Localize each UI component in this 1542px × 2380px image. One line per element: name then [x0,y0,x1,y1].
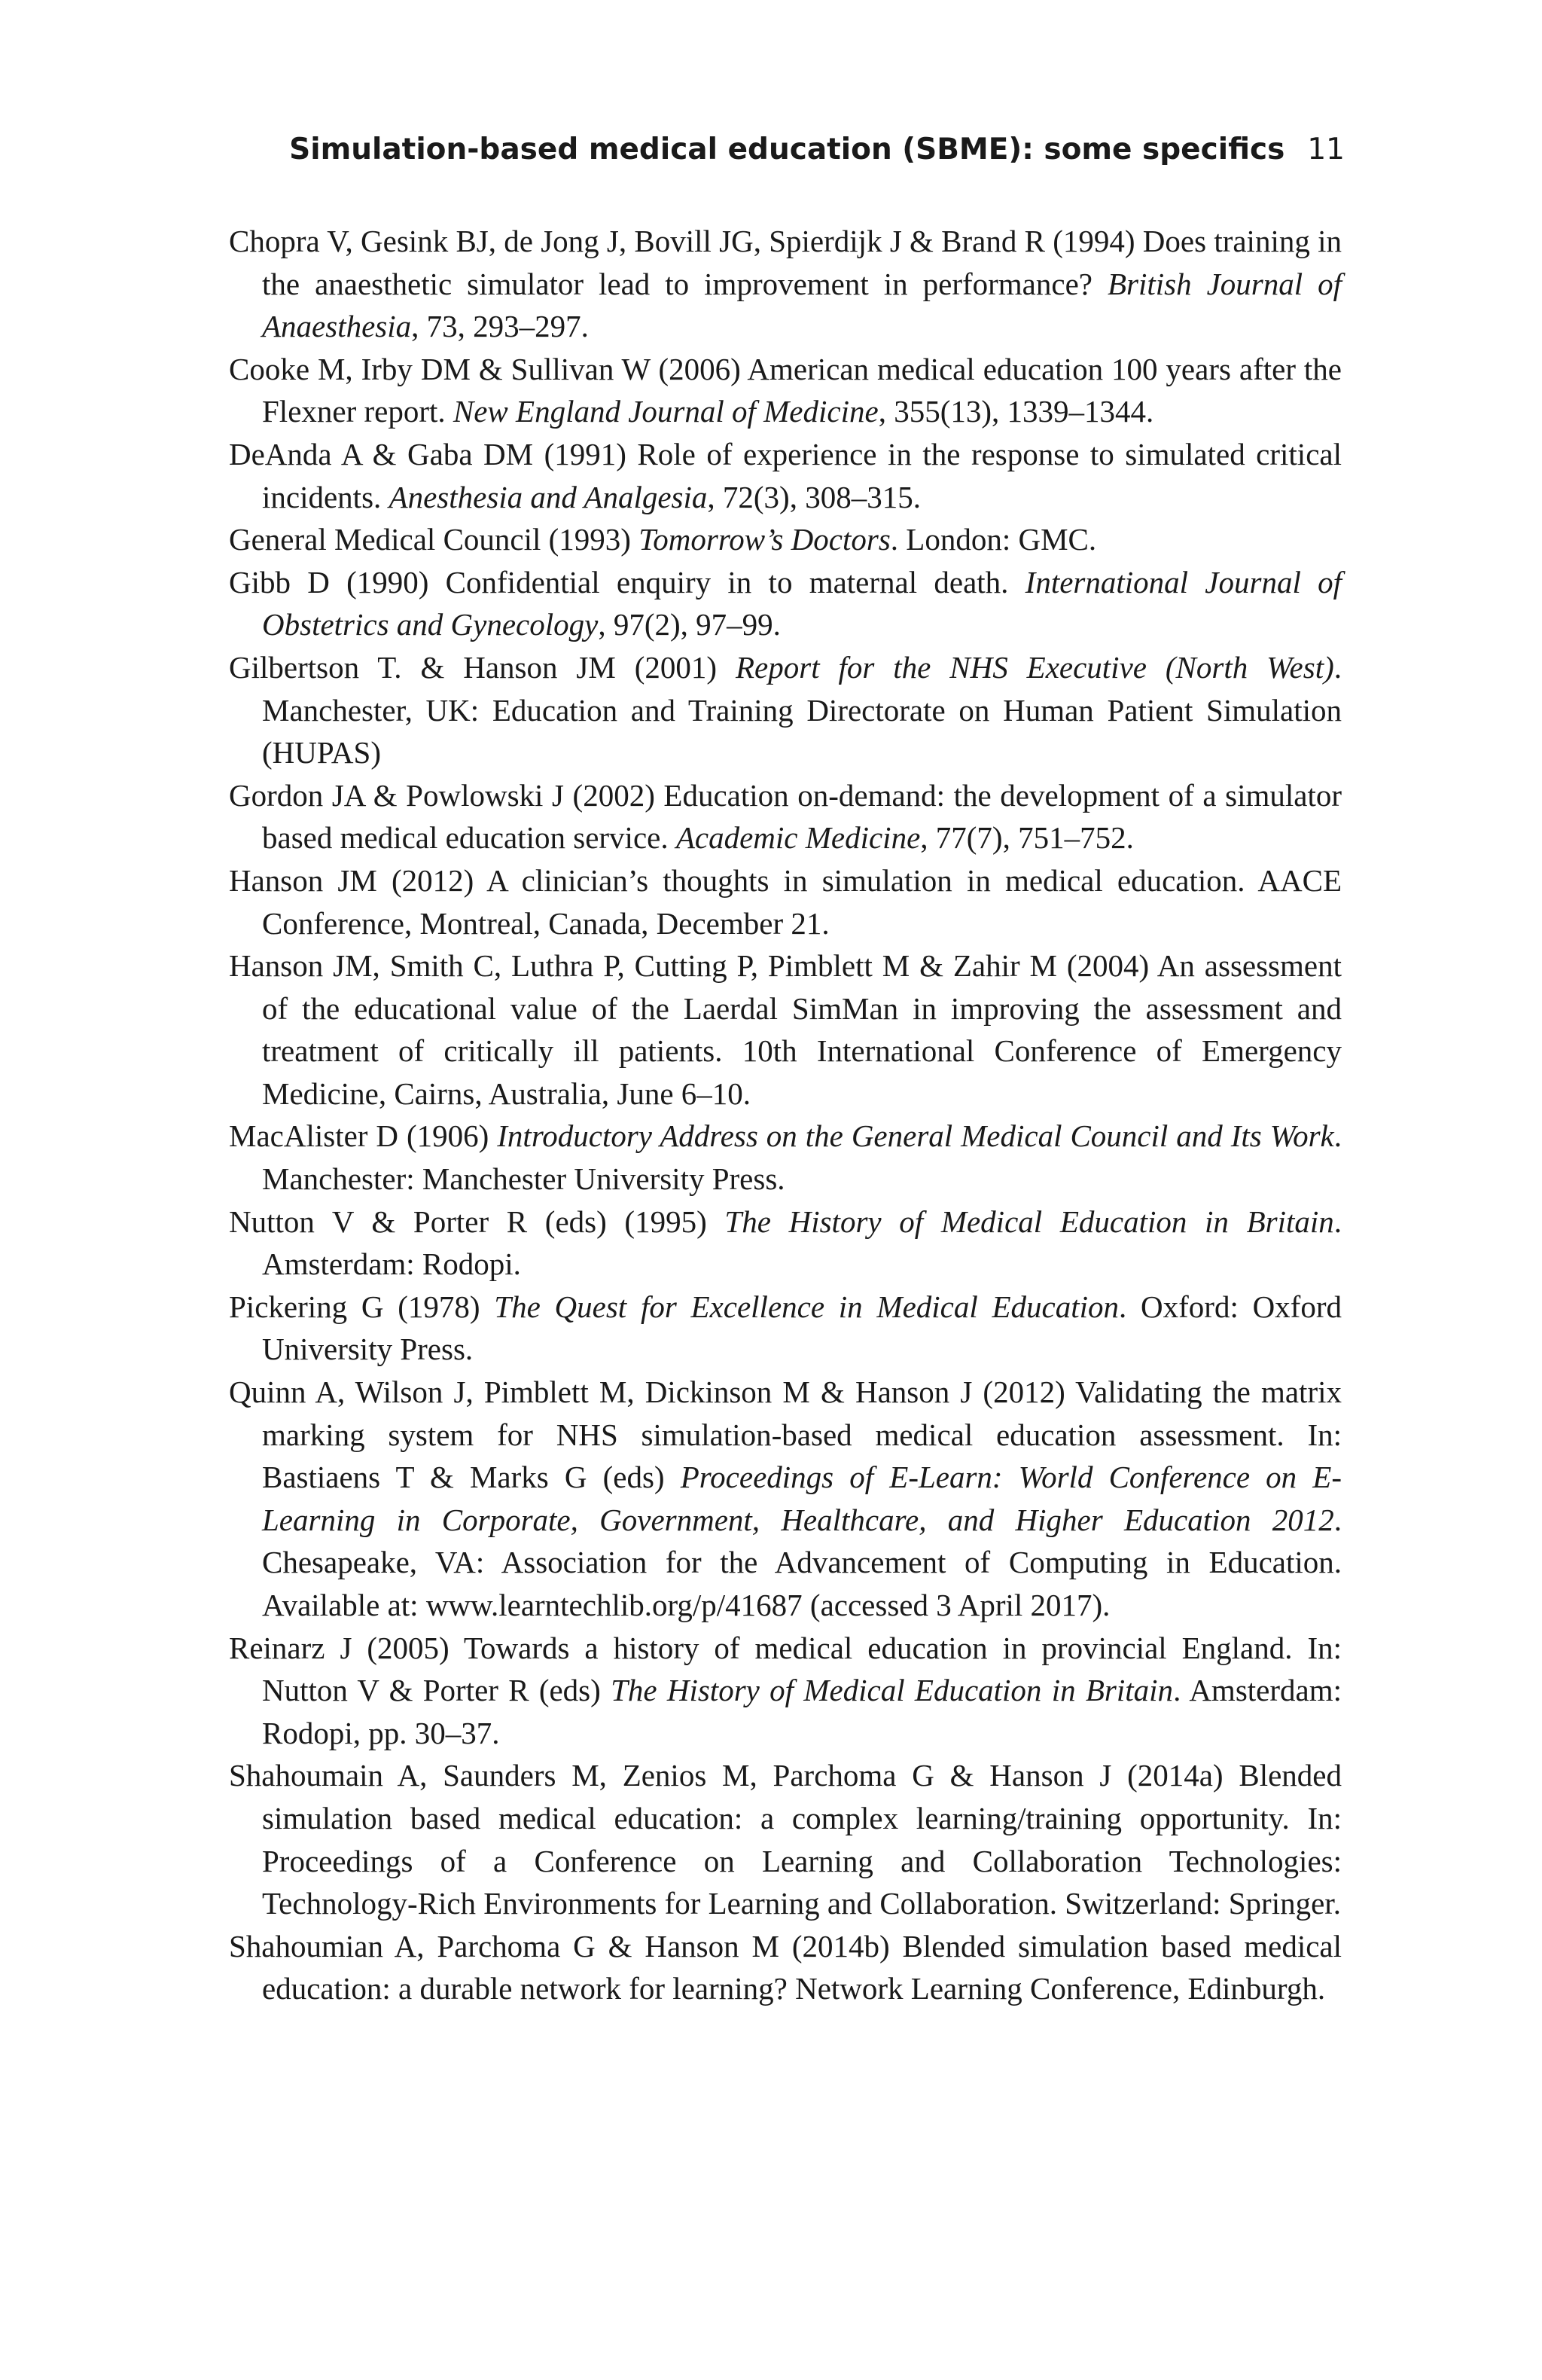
page-number: 11 [1307,133,1345,166]
reference-entry [229,1286,1342,1371]
reference-source: Tomorrow’s Doctors [638,522,891,557]
reference-source: New England Journal of Medicine [453,394,879,429]
reference-text: DeAnda A & Gaba DM (1991) Role of experience in the response to simulated critical incidents. [229,436,1342,514]
reference-details: . Chesapeake, VA: Association for the Advancement of Computing in Education. Available at: www.learntechlib.org/p/41687 (accessed 3 April 2017). [262,1502,1342,1622]
reference-details: . Amsterdam: Rodopi, pp. 30–37. [262,1673,1342,1750]
reference-text: Gibb D (1990) Confidential enquiry in to maternal death. [229,564,1025,600]
reference-text: Gilbertson T. & Hanson JM (2001) [229,649,736,685]
running-head [226,130,1345,170]
reference-details: . Manchester, UK: Education and Training Directorate on Human Patient Simulation (HUPAS) [262,649,1342,770]
reference-text: Hanson JM (2012) A clinician’s thoughts in simulation in medical education. AACE Conference, Montreal, Canada, December 21. [229,862,1342,941]
reference-source: Report for the NHS Executive (North West) [736,649,1334,685]
reference-source: The Quest for Excellence in Medical Education [494,1289,1120,1324]
reference-entry [229,1371,1342,1627]
reference-text: Chopra V, Gesink BJ, de Jong J, Bovill JG, Spierdijk J & Brand R (1994) Does training in the anaesthetic simulator lead to improvement in performance? [229,224,1342,301]
reference-text: General Medical Council (1993) [229,522,639,557]
reference-entry [229,1201,1342,1286]
reference-source: International Journal of Obstetrics and Gynecology [262,564,1342,642]
reference-details: , 72(3), 308–315. [707,479,921,514]
reference-details: . Oxford: Oxford University Press. [262,1289,1342,1367]
reference-text: Shahoumian A, Parchoma G & Hanson M (2014b) Blended simulation based medical education: a durable network for learning? Network Learning Conference, Edinburgh. [229,1928,1342,2006]
reference-source: Introductory Address on the General Medical Council and Its Work [497,1118,1334,1154]
reference-text: Cooke M, Irby DM & Sullivan W (2006) American medical education 100 years after the Flexner report. [229,351,1342,429]
reference-source: Anesthesia and Analgesia [389,479,708,514]
reference-entry [229,433,1342,518]
reference-details: , 77(7), 751–752. [920,820,1134,856]
reference-entry [229,646,1342,774]
reference-text: Hanson JM, Smith C, Luthra P, Cutting P, Pimblett M & Zahir M (2004) An assessment of the educational value of the Laerdal SimMan in improving the assessment and treatment of critically ill patients. 10th International Conference of Emergency Medicine, Cairns, Australia, June 6–10. [229,948,1342,1111]
reference-text: Shahoumain A, Saunders M, Zenios M, Parchoma G & Hanson J (2014a) Blended simulation based medical education: a complex learning/training opportunity. In: Proceedings of a Conference on Learning and Collaboration Technologies: Technology-Rich Environments for Learning and Collaboration. Switzerland: Springer. [229,1758,1342,1921]
reference-entry [229,220,1342,348]
reference-entry [229,774,1342,859]
reference-text: Quinn A, Wilson J, Pimblett M, Dickinson M & Hanson J (2012) Validating the matrix marking system for NHS simulation-based medical education assessment. In: Bastiaens T & Marks G (eds) [229,1375,1342,1495]
reference-entry [229,1754,1342,1924]
reference-entry [229,561,1342,646]
reference-details: , 73, 293–297. [411,309,589,344]
reference-details: . Manchester: Manchester University Press. [262,1118,1342,1197]
reference-entry [229,944,1342,1115]
reference-entry [229,518,1342,561]
reference-details: , 97(2), 97–99. [598,607,781,642]
reference-text: Gordon JA & Powlowski J (2002) Education on-demand: the development of a simulator based medical education service. [229,777,1342,856]
reference-source: Proceedings of E-Learn: World Conference on E-Learning in Corporate, Government, Healthcare, and Higher Education 2012 [262,1460,1342,1537]
reference-details: , 355(13), 1339–1344. [878,394,1154,429]
reference-text: Nutton V & Porter R (eds) (1995) [229,1204,725,1239]
reference-source: British Journal of Anaesthesia [262,266,1342,344]
reference-entry [229,859,1342,944]
reference-list [229,220,1342,2010]
reference-entry [229,1115,1342,1200]
running-head-title: Simulation-based medical education (SBME): some specifics [289,133,1285,166]
reference-entry [229,348,1342,433]
reference-details: . London: GMC. [890,522,1097,557]
reference-text: MacAlister D (1906) [229,1118,498,1154]
reference-entry [229,1627,1342,1755]
reference-text: Pickering G (1978) [229,1289,495,1324]
reference-entry [229,1925,1342,2010]
reference-source: Academic Medicine [675,820,921,856]
reference-details: . Amsterdam: Rodopi. [262,1204,1342,1282]
reference-source: The History of Medical Education in Britain [611,1673,1174,1708]
reference-source: The History of Medical Education in Britain [724,1204,1334,1239]
reference-text: Reinarz J (2005) Towards a history of medical education in provincial England. In: Nutton V & Porter R (eds) [229,1630,1342,1708]
